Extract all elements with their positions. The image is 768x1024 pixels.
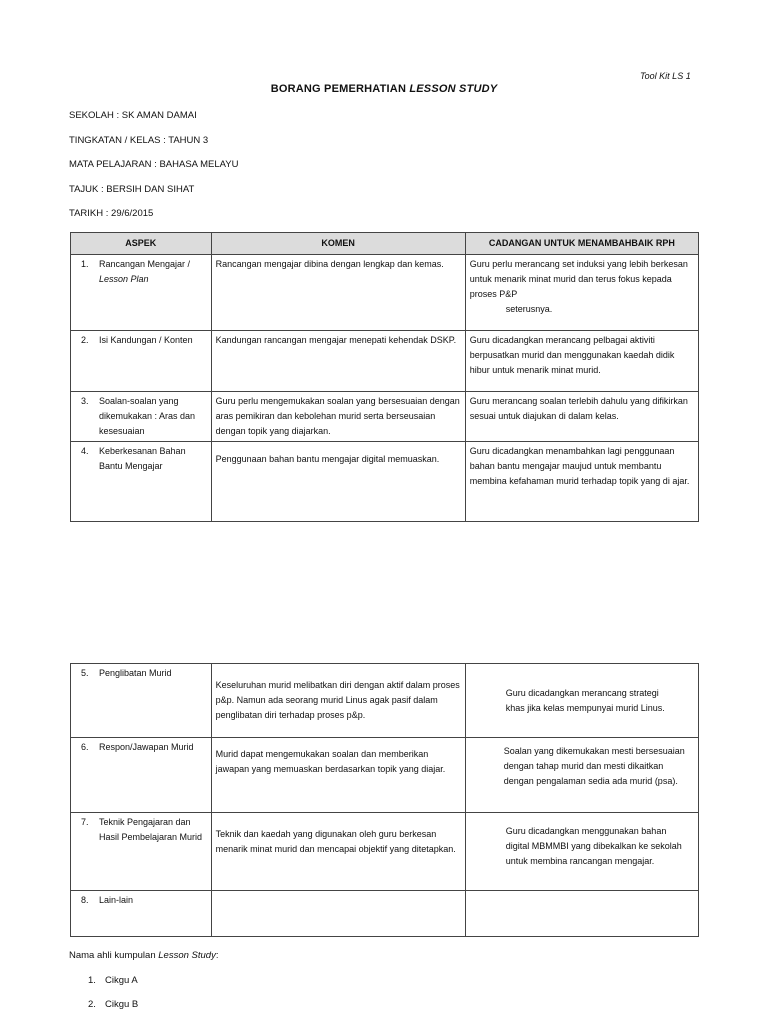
cadangan-cell: Guru merancang soalan terlebih dahulu yang difikirkan sesuai untuk diajukan di dalam kelas. — [465, 392, 698, 442]
table-row — [71, 331, 699, 392]
komen-cell — [211, 738, 465, 813]
aspek-italic-text: Lesson Plan — [99, 274, 149, 284]
aspek-text: Isi Kandungan / Konten — [99, 335, 193, 345]
aspek-cell — [71, 442, 212, 522]
cadangan-cell: Guru dicadangkan merancang strategi khas jika kelas mempunyai murid Linus. — [465, 664, 698, 738]
aspek-cell — [71, 392, 212, 442]
member-item — [88, 999, 138, 1010]
aspek-number: 2. — [81, 335, 89, 345]
komen-cell: Rancangan mengajar dibina dengan lengkap dan kemas. — [211, 255, 465, 331]
aspek-cell — [71, 738, 212, 813]
member-item — [88, 975, 138, 986]
aspek-text: Respon/Jawapan Murid — [99, 742, 194, 752]
aspek-cell — [71, 664, 212, 738]
aspek-number: 8. — [81, 895, 89, 905]
aspek-number: 6. — [81, 742, 89, 752]
aspek-number: 3. — [81, 396, 89, 406]
meta-tajuk: TAJUK : BERSIH DAN SIHAT — [69, 184, 195, 195]
table-row — [71, 664, 699, 738]
aspek-cell — [71, 331, 212, 392]
table-row — [71, 891, 699, 937]
header-aspek: ASPEK — [71, 233, 212, 255]
toolkit-label: Tool Kit LS 1 — [640, 71, 691, 81]
komen-cell: Kandungan rancangan mengajar menepati kehendak DSKP. — [211, 331, 465, 392]
cadangan-cell: Soalan yang dikemukakan mesti bersesuaian dengan tahap murid dan mesti dikaitkan dengan pengalaman sedia ada murid (psa). — [465, 738, 698, 813]
aspek-cell — [71, 255, 212, 331]
aspek-number: 7. — [81, 817, 89, 827]
aspek-number: 1. — [81, 259, 89, 269]
meta-tarikh: TARIKH : 29/6/2015 — [69, 208, 154, 219]
cadangan-cell — [465, 255, 698, 331]
observation-table-part-2 — [70, 663, 699, 937]
member-name: Cikgu B — [105, 999, 139, 1010]
komen-cell — [211, 813, 465, 891]
komen-text: Murid dapat mengemukakan soalan dan memberikan jawapan yang memuaskan berdasarkan topik yang diajar. — [215, 749, 446, 774]
meta-sekolah: SEKOLAH : SK AMAN DAMAI — [69, 110, 197, 121]
aspek-number: 5. — [81, 668, 89, 678]
member-number: 2. — [88, 999, 96, 1010]
table-row — [71, 813, 699, 891]
cadangan-cell: Guru dicadangkan merancang pelbagai aktiviti berpusatkan murid dan menggunakan kaedah didik hibur untuk menarik minat murid. — [465, 331, 698, 392]
cadangan-cell — [465, 891, 698, 937]
table-header-row — [71, 233, 699, 255]
aspek-text: Rancangan Mengajar / — [99, 259, 191, 269]
komen-cell — [211, 442, 465, 522]
page-title: BORANG PEMERHATIAN LESSON STUDY — [270, 83, 498, 95]
aspek-number: 4. — [81, 446, 89, 456]
table-row — [71, 738, 699, 813]
meta-tingkatan: TINGKATAN / KELAS : TAHUN 3 — [69, 135, 209, 146]
komen-text: Keseluruhan murid melibatkan diri dengan aktif dalam proses p&p. Namun ada seorang murid Linus agak pasif dalam penglibatan diri terhadap proses p&p. — [215, 680, 460, 720]
member-number: 1. — [88, 975, 96, 986]
aspek-text: Penglibatan Murid — [99, 668, 172, 678]
aspek-cell — [71, 891, 212, 937]
table-row — [71, 255, 699, 331]
komen-text: Penggunaan bahan bantu mengajar digital memuaskan. — [215, 454, 440, 464]
member-name: Cikgu A — [105, 975, 138, 986]
komen-cell — [211, 664, 465, 738]
komen-cell — [211, 891, 465, 937]
cadangan-cell: Guru dicadangkan menambahkan lagi penggunaan bahan bantu mengajar maujud untuk membantu membina kefahaman murid terhadap topik yang di ajar. — [465, 442, 698, 522]
meta-mata-pelajaran: MATA PELAJARAN : BAHASA MELAYU — [69, 159, 239, 170]
cadangan-text: Guru perlu merancang set induksi yang lebih berkesan untuk menarik minat murid dan terus fokus kepada proses P&P — [469, 259, 688, 299]
komen-text: Teknik dan kaedah yang digunakan oleh guru berkesan menarik minat murid dan mencapai objektif yang ditetapkan. — [215, 829, 456, 854]
header-komen: KOMEN — [211, 233, 465, 255]
table-row — [71, 392, 699, 442]
aspek-text: Lain-lain — [99, 895, 134, 905]
aspek-cell — [71, 813, 212, 891]
aspek-text: Teknik Pengajaran dan Hasil Pembelajaran Murid — [99, 817, 203, 842]
aspek-text: Soalan-soalan yang dikemukakan : Aras dan kesesuaian — [99, 396, 196, 436]
table-row — [71, 442, 699, 522]
header-cadangan: CADANGAN UNTUK MENAMBAHBAIK RPH — [465, 233, 698, 255]
komen-cell: Guru perlu mengemukakan soalan yang bersesuaian dengan aras pemikiran dan kebolehan murid serta berseusaian dengan topik yang diajarkan. — [211, 392, 465, 442]
members-label: Nama ahli kumpulan Lesson Study: — [69, 950, 219, 961]
cadangan-tail-text: seterusnya. — [505, 304, 553, 314]
cadangan-cell: Guru dicadangkan menggunakan bahan digital MBMMBI yang dibekalkan ke sekolah untuk membina rancangan mengajar. — [465, 813, 698, 891]
aspek-text: Keberkesanan Bahan Bantu Mengajar — [99, 446, 186, 471]
observation-table-part-1 — [70, 232, 699, 522]
